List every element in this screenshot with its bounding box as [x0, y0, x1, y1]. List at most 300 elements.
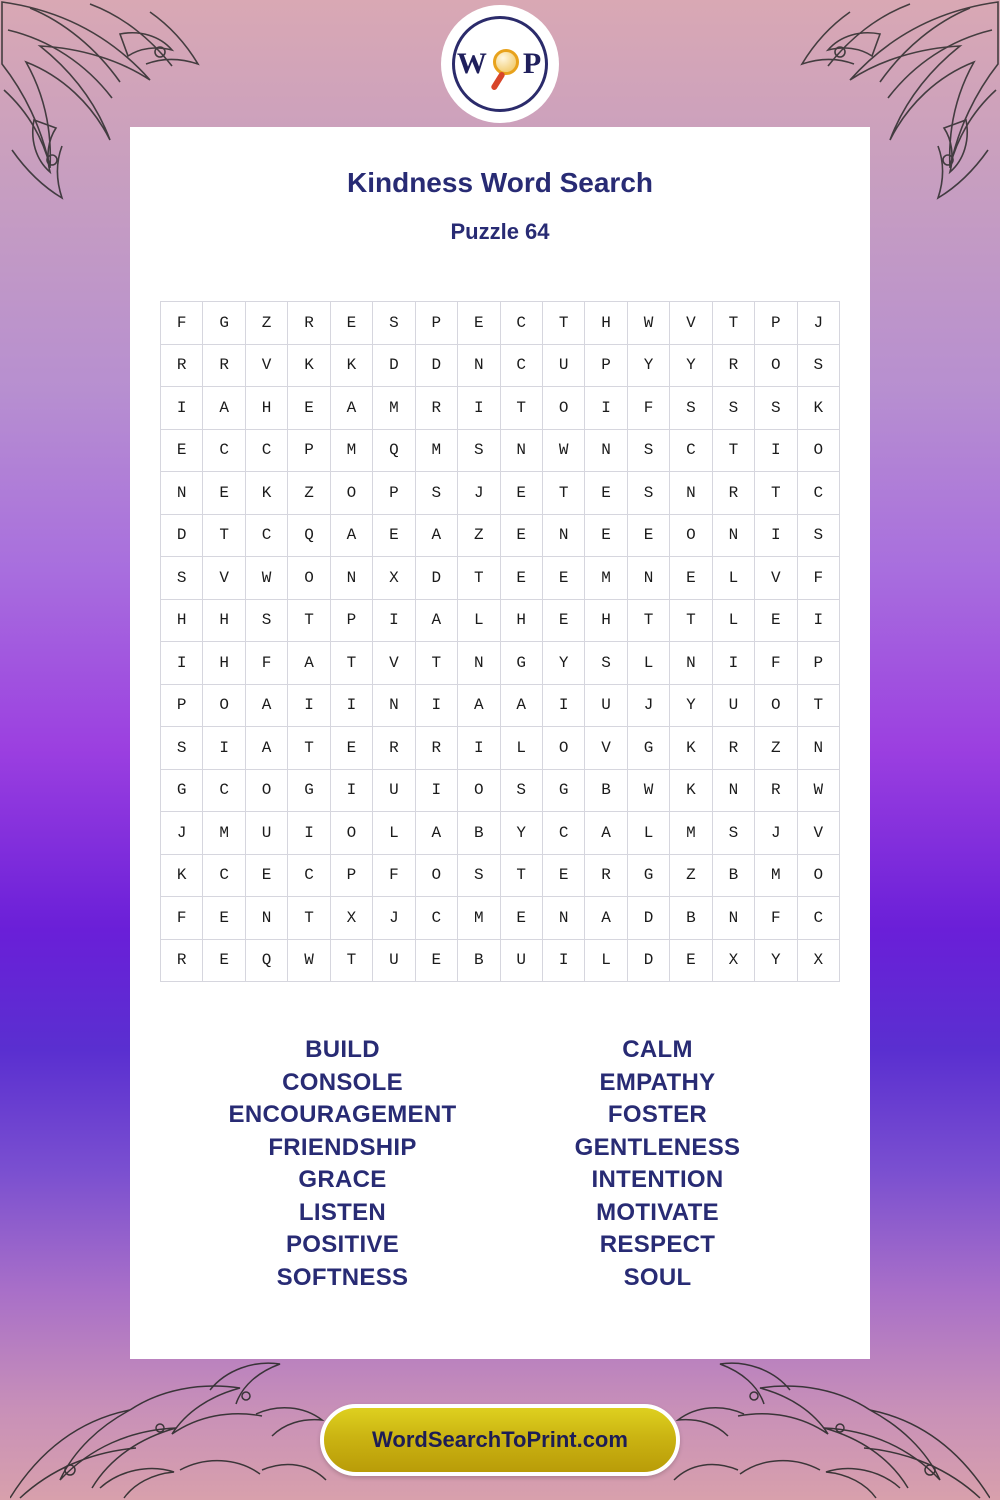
grid-cell[interactable]: O [330, 472, 372, 515]
grid-cell[interactable]: C [203, 429, 245, 472]
grid-row [161, 557, 840, 600]
grid-row [161, 939, 840, 982]
grid-cell[interactable]: T [458, 557, 500, 600]
grid-cell[interactable]: B [458, 812, 500, 855]
grid-row [161, 854, 840, 897]
grid-cell[interactable]: Z [245, 302, 287, 345]
grid-cell[interactable]: E [245, 854, 287, 897]
grid-cell[interactable]: E [670, 939, 712, 982]
grid-cell[interactable]: N [542, 514, 584, 557]
grid-cell[interactable]: T [288, 727, 330, 770]
grid-cell[interactable]: R [373, 727, 415, 770]
grid-cell[interactable]: A [330, 514, 372, 557]
grid-row [161, 812, 840, 855]
grid-cell[interactable]: C [203, 854, 245, 897]
grid-cell[interactable]: S [797, 514, 839, 557]
grid-cell[interactable]: U [373, 769, 415, 812]
grid-cell[interactable]: D [415, 344, 457, 387]
grid-cell[interactable]: Z [755, 727, 797, 770]
grid-cell[interactable]: K [288, 344, 330, 387]
grid-cell[interactable]: O [330, 812, 372, 855]
grid-cell[interactable]: C [288, 854, 330, 897]
logo-letter-p: P [522, 47, 544, 80]
grid-cell[interactable]: I [458, 387, 500, 430]
grid-cell[interactable]: K [670, 769, 712, 812]
grid-cell[interactable]: Y [542, 642, 584, 685]
grid-cell[interactable]: O [797, 854, 839, 897]
magnifier-icon [491, 49, 521, 79]
grid-cell[interactable]: J [458, 472, 500, 515]
grid-cell[interactable]: R [415, 727, 457, 770]
grid-cell[interactable]: L [585, 939, 627, 982]
grid-cell[interactable]: A [288, 642, 330, 685]
grid-cell[interactable]: D [627, 897, 669, 940]
grid-cell[interactable]: Y [627, 344, 669, 387]
grid-cell[interactable]: G [627, 854, 669, 897]
grid-cell[interactable]: H [585, 599, 627, 642]
grid-cell[interactable]: B [712, 854, 754, 897]
grid-cell[interactable]: R [203, 344, 245, 387]
grid-cell[interactable]: T [712, 429, 754, 472]
grid-cell[interactable]: P [330, 599, 372, 642]
grid-cell[interactable]: P [755, 302, 797, 345]
grid-cell[interactable]: M [670, 812, 712, 855]
grid-row [161, 599, 840, 642]
grid-cell[interactable]: S [712, 387, 754, 430]
grid-cell[interactable]: Q [373, 429, 415, 472]
grid-cell[interactable]: Z [458, 514, 500, 557]
grid-cell[interactable]: R [712, 727, 754, 770]
grid-cell[interactable]: F [161, 302, 203, 345]
grid-cell[interactable]: C [245, 514, 287, 557]
grid-cell[interactable]: V [373, 642, 415, 685]
grid-cell[interactable]: T [542, 302, 584, 345]
word-list-item: CONSOLE [282, 1068, 403, 1096]
word-list-item: SOUL [623, 1263, 692, 1291]
grid-cell[interactable]: R [712, 472, 754, 515]
grid-cell[interactable]: O [288, 557, 330, 600]
grid-cell[interactable]: S [458, 429, 500, 472]
grid-cell[interactable]: M [458, 897, 500, 940]
grid-cell[interactable]: G [203, 302, 245, 345]
grid-cell[interactable]: P [415, 302, 457, 345]
grid-cell[interactable]: W [542, 429, 584, 472]
grid-cell[interactable]: M [373, 387, 415, 430]
word-search-grid-wrap [160, 301, 840, 982]
grid-cell[interactable]: N [330, 557, 372, 600]
grid-cell[interactable]: E [330, 302, 372, 345]
grid-cell[interactable]: H [500, 599, 542, 642]
grid-cell[interactable]: T [288, 897, 330, 940]
grid-cell[interactable]: C [500, 302, 542, 345]
grid-cell[interactable]: J [797, 302, 839, 345]
grid-cell[interactable]: T [755, 472, 797, 515]
grid-cell[interactable]: R [585, 854, 627, 897]
grid-row [161, 727, 840, 770]
grid-cell[interactable]: T [670, 599, 712, 642]
grid-cell[interactable]: N [670, 642, 712, 685]
grid-cell[interactable]: E [330, 727, 372, 770]
grid-cell[interactable]: J [627, 684, 669, 727]
grid-cell[interactable]: S [797, 344, 839, 387]
grid-cell[interactable]: X [712, 939, 754, 982]
grid-cell[interactable]: G [500, 642, 542, 685]
grid-cell[interactable]: U [245, 812, 287, 855]
grid-cell[interactable]: I [797, 599, 839, 642]
grid-cell[interactable]: O [458, 769, 500, 812]
grid-cell[interactable]: T [797, 684, 839, 727]
grid-cell[interactable]: V [797, 812, 839, 855]
grid-cell[interactable]: X [373, 557, 415, 600]
grid-cell[interactable]: E [415, 939, 457, 982]
website-badge[interactable] [320, 1404, 680, 1476]
grid-cell[interactable]: B [670, 897, 712, 940]
grid-cell[interactable]: J [755, 812, 797, 855]
grid-cell[interactable]: T [330, 642, 372, 685]
grid-cell[interactable]: F [161, 897, 203, 940]
grid-cell[interactable]: M [415, 429, 457, 472]
grid-cell[interactable]: S [670, 387, 712, 430]
grid-cell[interactable]: O [542, 387, 584, 430]
grid-cell[interactable]: W [797, 769, 839, 812]
grid-cell[interactable]: N [797, 727, 839, 770]
grid-row [161, 387, 840, 430]
grid-cell[interactable]: R [415, 387, 457, 430]
word-list-item: INTENTION [591, 1166, 724, 1193]
grid-cell[interactable]: E [458, 302, 500, 345]
grid-cell[interactable]: S [245, 599, 287, 642]
word-list-item: MOTIVATE [596, 1198, 719, 1226]
grid-cell[interactable]: X [797, 939, 839, 982]
grid-cell[interactable]: P [373, 472, 415, 515]
grid-cell[interactable]: S [755, 387, 797, 430]
grid-cell[interactable]: I [542, 939, 584, 982]
grid-cell[interactable]: C [670, 429, 712, 472]
grid-cell[interactable]: Y [500, 812, 542, 855]
grid-cell[interactable]: S [712, 812, 754, 855]
page-subtitle: Puzzle 64 [450, 219, 550, 244]
grid-cell[interactable]: H [203, 599, 245, 642]
grid-cell[interactable]: A [415, 599, 457, 642]
grid-cell[interactable]: D [161, 514, 203, 557]
grid-cell[interactable]: N [373, 684, 415, 727]
grid-cell[interactable]: M [585, 557, 627, 600]
grid-row [161, 642, 840, 685]
word-list-item: BUILD [305, 1036, 380, 1063]
grid-cell[interactable]: A [500, 684, 542, 727]
grid-row [161, 472, 840, 515]
grid-cell[interactable]: K [670, 727, 712, 770]
grid-cell[interactable]: T [500, 854, 542, 897]
grid-cell[interactable]: O [245, 769, 287, 812]
grid-cell[interactable]: L [712, 599, 754, 642]
grid-row [161, 897, 840, 940]
grid-cell[interactable]: P [797, 642, 839, 685]
grid-cell[interactable]: I [330, 684, 372, 727]
grid-cell[interactable]: E [500, 557, 542, 600]
grid-cell[interactable]: L [712, 557, 754, 600]
grid-cell[interactable]: R [161, 344, 203, 387]
grid-cell[interactable]: O [670, 514, 712, 557]
grid-cell[interactable]: F [755, 642, 797, 685]
grid-cell[interactable]: E [542, 599, 584, 642]
grid-cell[interactable]: T [203, 514, 245, 557]
grid-cell[interactable]: I [161, 642, 203, 685]
grid-cell[interactable]: L [627, 812, 669, 855]
grid-cell[interactable]: G [288, 769, 330, 812]
word-list-item: GENTLENESS [574, 1133, 741, 1161]
logo-letter-w: W [456, 47, 489, 80]
grid-cell[interactable]: I [373, 599, 415, 642]
grid-cell[interactable]: T [415, 642, 457, 685]
word-list-item: FOSTER [607, 1101, 708, 1128]
word-list-item: ENCOURAGEMENT [228, 1101, 457, 1128]
grid-cell[interactable]: C [797, 897, 839, 940]
grid-cell[interactable]: R [755, 769, 797, 812]
grid-cell[interactable]: T [500, 387, 542, 430]
grid-cell[interactable]: O [203, 684, 245, 727]
grid-cell[interactable]: T [627, 599, 669, 642]
grid-cell[interactable]: A [585, 897, 627, 940]
grid-cell[interactable]: U [542, 344, 584, 387]
grid-cell[interactable]: I [458, 727, 500, 770]
grid-cell[interactable]: F [797, 557, 839, 600]
grid-cell[interactable]: W [627, 769, 669, 812]
word-list-item: EMPATHY [599, 1068, 716, 1096]
grid-cell[interactable]: P [288, 429, 330, 472]
grid-cell[interactable]: C [203, 769, 245, 812]
grid-row [161, 514, 840, 557]
page-title: Kindness Word Search [346, 167, 653, 198]
grid-cell[interactable]: D [373, 344, 415, 387]
grid-cell[interactable]: F [373, 854, 415, 897]
logo-circle [452, 16, 548, 112]
grid-cell[interactable]: D [627, 939, 669, 982]
grid-cell[interactable]: S [500, 769, 542, 812]
grid-cell[interactable]: T [542, 472, 584, 515]
grid-cell[interactable]: K [245, 472, 287, 515]
word-list-column-left [190, 1034, 505, 1294]
grid-row [161, 429, 840, 472]
grid-row [161, 684, 840, 727]
grid-cell[interactable]: N [670, 472, 712, 515]
grid-cell[interactable]: U [373, 939, 415, 982]
grid-cell[interactable]: I [585, 387, 627, 430]
site-logo [444, 8, 556, 120]
word-list-column-right [505, 1034, 810, 1294]
grid-cell[interactable]: I [288, 684, 330, 727]
grid-row [161, 344, 840, 387]
grid-cell[interactable]: U [500, 939, 542, 982]
grid-cell[interactable]: E [500, 514, 542, 557]
grid-cell[interactable]: N [542, 897, 584, 940]
grid-cell[interactable]: N [712, 514, 754, 557]
grid-cell[interactable]: K [797, 387, 839, 430]
grid-cell[interactable]: T [288, 599, 330, 642]
grid-cell[interactable]: Y [670, 344, 712, 387]
grid-cell[interactable]: P [330, 854, 372, 897]
grid-cell[interactable]: R [712, 344, 754, 387]
grid-cell[interactable]: H [161, 599, 203, 642]
grid-cell[interactable]: F [245, 642, 287, 685]
grid-cell[interactable]: D [415, 557, 457, 600]
grid-cell[interactable]: U [585, 684, 627, 727]
grid-cell[interactable]: O [797, 429, 839, 472]
grid-cell[interactable]: O [415, 854, 457, 897]
grid-cell[interactable]: C [797, 472, 839, 515]
grid-cell[interactable]: H [245, 387, 287, 430]
grid-cell[interactable]: C [500, 344, 542, 387]
grid-cell[interactable]: I [542, 684, 584, 727]
grid-cell[interactable]: S [373, 302, 415, 345]
grid-cell[interactable]: V [670, 302, 712, 345]
grid-cell[interactable]: N [161, 472, 203, 515]
grid-cell[interactable]: E [670, 557, 712, 600]
grid-cell[interactable]: I [415, 684, 457, 727]
grid-cell[interactable]: I [288, 812, 330, 855]
word-list-item: FRIENDSHIP [268, 1133, 417, 1161]
grid-cell[interactable]: L [500, 727, 542, 770]
word-list-item: LISTEN [298, 1198, 387, 1226]
grid-cell[interactable]: G [161, 769, 203, 812]
grid-cell[interactable]: E [373, 514, 415, 557]
grid-cell[interactable]: A [203, 387, 245, 430]
grid-cell[interactable]: C [542, 812, 584, 855]
grid-cell[interactable]: G [627, 727, 669, 770]
grid-cell[interactable]: X [330, 897, 372, 940]
grid-cell[interactable]: O [755, 684, 797, 727]
grid-cell[interactable]: E [203, 939, 245, 982]
word-list [130, 1034, 870, 1294]
grid-cell[interactable]: Y [755, 939, 797, 982]
grid-cell[interactable]: J [161, 812, 203, 855]
grid-cell[interactable]: B [458, 939, 500, 982]
grid-cell[interactable]: P [161, 684, 203, 727]
grid-cell[interactable]: N [712, 897, 754, 940]
grid-cell[interactable]: N [458, 642, 500, 685]
grid-cell[interactable]: V [245, 344, 287, 387]
grid-cell[interactable]: I [161, 387, 203, 430]
grid-cell[interactable]: O [542, 727, 584, 770]
grid-cell[interactable]: I [755, 429, 797, 472]
grid-cell[interactable]: I [203, 727, 245, 770]
grid-row [161, 769, 840, 812]
grid-cell[interactable]: R [288, 302, 330, 345]
grid-cell[interactable]: N [500, 429, 542, 472]
grid-cell[interactable]: E [288, 387, 330, 430]
grid-cell[interactable]: U [712, 684, 754, 727]
grid-cell[interactable]: S [627, 429, 669, 472]
grid-cell[interactable]: Z [670, 854, 712, 897]
word-list-item: CALM [622, 1036, 693, 1063]
grid-cell[interactable]: C [245, 429, 287, 472]
grid-cell[interactable]: W [245, 557, 287, 600]
grid-cell[interactable]: K [161, 854, 203, 897]
grid-cell[interactable]: W [627, 302, 669, 345]
grid-cell[interactable]: S [627, 472, 669, 515]
grid-cell[interactable]: L [627, 642, 669, 685]
grid-cell[interactable]: T [712, 302, 754, 345]
grid-cell[interactable]: V [585, 727, 627, 770]
grid-cell[interactable]: A [415, 514, 457, 557]
grid-cell[interactable]: I [330, 769, 372, 812]
grid-cell[interactable]: I [712, 642, 754, 685]
grid-cell[interactable]: E [500, 897, 542, 940]
grid-cell[interactable]: T [330, 939, 372, 982]
word-list-item: POSITIVE [285, 1231, 400, 1258]
grid-cell[interactable]: L [458, 599, 500, 642]
grid-cell[interactable]: C [415, 897, 457, 940]
grid-cell[interactable]: R [161, 939, 203, 982]
grid-cell[interactable]: A [458, 684, 500, 727]
grid-cell[interactable]: A [245, 727, 287, 770]
grid-cell[interactable]: Z [288, 472, 330, 515]
grid-cell[interactable]: W [288, 939, 330, 982]
grid-cell[interactable]: F [755, 897, 797, 940]
grid-cell[interactable]: A [415, 812, 457, 855]
grid-cell[interactable]: E [542, 557, 584, 600]
grid-cell[interactable]: Q [245, 939, 287, 982]
grid-cell[interactable]: N [712, 769, 754, 812]
grid-cell[interactable]: E [585, 514, 627, 557]
grid-cell[interactable]: S [161, 557, 203, 600]
grid-cell[interactable]: E [500, 472, 542, 515]
grid-cell[interactable]: S [585, 642, 627, 685]
grid-cell[interactable]: E [203, 897, 245, 940]
grid-cell[interactable]: A [330, 387, 372, 430]
grid-cell[interactable]: B [585, 769, 627, 812]
grid-cell[interactable]: E [585, 472, 627, 515]
grid-cell[interactable]: H [585, 302, 627, 345]
grid-cell[interactable]: V [203, 557, 245, 600]
grid-cell[interactable]: S [415, 472, 457, 515]
grid-cell[interactable]: O [755, 344, 797, 387]
grid-cell[interactable]: M [203, 812, 245, 855]
grid-cell[interactable]: I [755, 514, 797, 557]
grid-row [161, 302, 840, 345]
grid-cell[interactable]: N [245, 897, 287, 940]
grid-cell[interactable]: V [755, 557, 797, 600]
grid-cell[interactable]: J [373, 897, 415, 940]
grid-cell[interactable]: M [755, 854, 797, 897]
grid-cell[interactable]: L [373, 812, 415, 855]
grid-cell[interactable]: H [203, 642, 245, 685]
grid-cell[interactable]: N [627, 557, 669, 600]
word-search-grid[interactable] [160, 301, 840, 982]
grid-cell[interactable]: E [161, 429, 203, 472]
puzzle-page [130, 127, 870, 1359]
grid-cell[interactable]: E [542, 854, 584, 897]
website-url: WordSearchToPrint.com [372, 1427, 628, 1452]
grid-cell[interactable]: Y [670, 684, 712, 727]
grid-cell[interactable]: M [330, 429, 372, 472]
grid-cell[interactable]: A [585, 812, 627, 855]
grid-cell[interactable]: F [627, 387, 669, 430]
grid-cell[interactable]: K [330, 344, 372, 387]
grid-cell[interactable]: G [542, 769, 584, 812]
grid-cell[interactable]: N [585, 429, 627, 472]
grid-cell[interactable]: S [161, 727, 203, 770]
grid-cell[interactable]: I [415, 769, 457, 812]
grid-cell[interactable]: E [755, 599, 797, 642]
grid-cell[interactable]: A [245, 684, 287, 727]
grid-cell[interactable]: P [585, 344, 627, 387]
grid-cell[interactable]: Q [288, 514, 330, 557]
grid-cell[interactable]: N [458, 344, 500, 387]
grid-cell[interactable]: E [627, 514, 669, 557]
grid-cell[interactable]: E [203, 472, 245, 515]
grid-cell[interactable]: S [458, 854, 500, 897]
